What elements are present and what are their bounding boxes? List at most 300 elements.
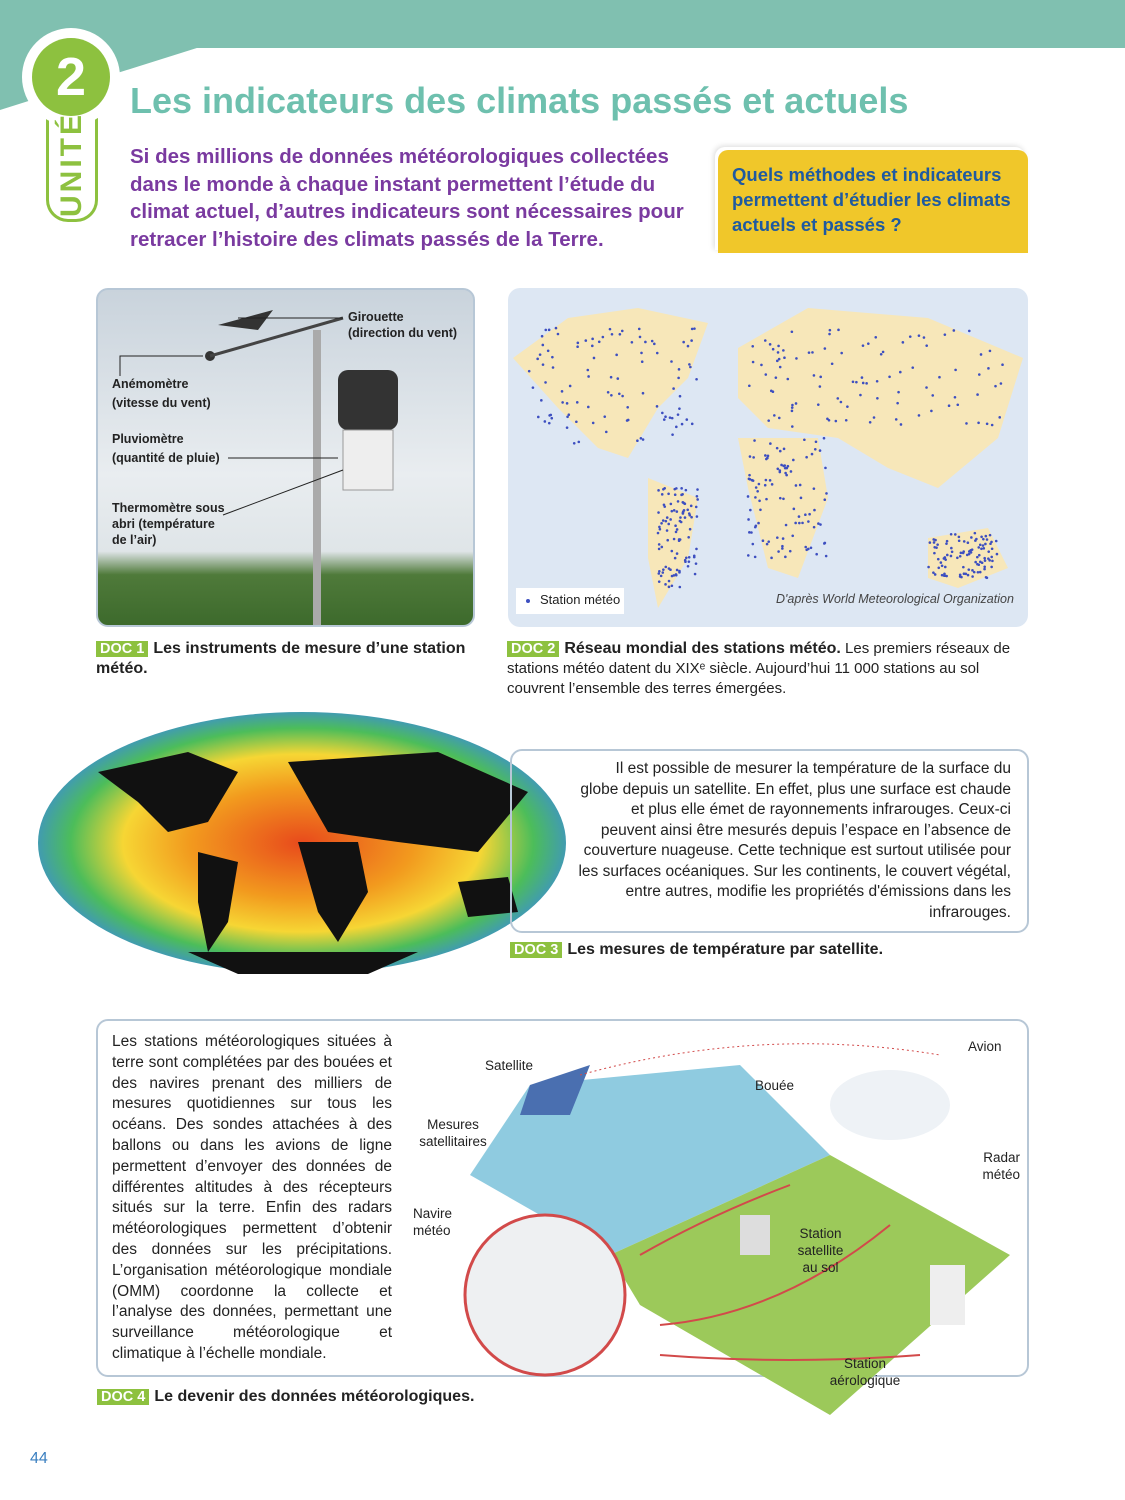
station-dot — [619, 333, 622, 336]
station-dot — [981, 561, 984, 564]
station-dot — [616, 377, 619, 380]
station-dot — [773, 414, 776, 417]
station-dot — [690, 516, 693, 519]
station-dot — [640, 437, 643, 440]
satellite-temperature-map — [38, 712, 566, 974]
station-dot — [974, 532, 977, 535]
station-dot — [592, 422, 595, 425]
station-dot — [930, 410, 933, 413]
station-dot — [680, 521, 683, 524]
doc2-caption: DOC 2 Réseau mondial des stations météo. Les premiers réseaux de stations météo datent du XIXᵉ siècle. Aujourd’hui 11 000 stations au sol couvrent l’ensemble des terres émergées. — [507, 640, 1011, 697]
station-dot — [676, 552, 679, 555]
station-dot — [983, 568, 986, 571]
station-dot — [954, 369, 957, 372]
station-dot — [786, 378, 789, 381]
station-dot — [638, 328, 641, 331]
station-dot — [670, 360, 673, 363]
station-dot — [677, 500, 680, 503]
station-dot — [663, 505, 666, 508]
station-dot — [544, 381, 547, 384]
station-dot — [657, 489, 660, 492]
station-dot — [791, 425, 794, 428]
station-dot — [671, 417, 674, 420]
station-dot — [668, 586, 671, 589]
station-dot — [900, 423, 903, 426]
label-avion: Avion — [968, 1039, 1002, 1054]
station-dot — [577, 441, 580, 444]
station-dot — [771, 483, 774, 486]
station-dot — [927, 566, 930, 569]
station-dot — [984, 543, 987, 546]
station-dot — [996, 553, 999, 556]
station-dot — [658, 548, 661, 551]
station-dot — [807, 520, 810, 523]
station-dot — [770, 390, 773, 393]
station-dot — [784, 556, 787, 559]
station-dot — [986, 422, 989, 425]
station-dot — [678, 571, 681, 574]
station-dot — [990, 566, 993, 569]
station-dot — [747, 518, 750, 521]
station-dot — [950, 533, 953, 536]
station-dot — [532, 386, 535, 389]
station-dot — [666, 539, 669, 542]
station-dot — [779, 366, 782, 369]
station-dot — [959, 555, 962, 558]
station-dot — [755, 486, 758, 489]
station-dot — [669, 416, 672, 419]
station-dot — [817, 522, 820, 525]
station-dot — [685, 489, 688, 492]
station-dot — [542, 344, 545, 347]
station-dot — [987, 367, 990, 370]
station-dot — [813, 509, 816, 512]
station-dot — [684, 559, 687, 562]
doc3-caption: DOC 3 Les mesures de température par satellite. — [510, 940, 883, 960]
station-dot — [888, 375, 891, 378]
station-dot — [756, 490, 759, 493]
station-dot — [749, 509, 752, 512]
station-dot — [561, 390, 564, 393]
station-dot — [962, 550, 965, 553]
station-dot — [977, 421, 980, 424]
station-dot — [767, 419, 770, 422]
station-dot — [943, 573, 946, 576]
station-dot — [895, 418, 898, 421]
station-dot — [657, 511, 660, 514]
station-dot — [808, 351, 811, 354]
station-dot — [925, 344, 928, 347]
station-dot — [991, 560, 994, 563]
station-dot — [767, 540, 770, 543]
station-dot — [689, 528, 692, 531]
unit-number: 2 — [32, 38, 110, 116]
station-dot — [544, 420, 547, 423]
station-dot — [690, 505, 693, 508]
station-dot — [671, 510, 674, 513]
cloud-icon — [830, 1070, 950, 1140]
station-dot — [976, 393, 979, 396]
station-dot — [679, 586, 682, 589]
station-dot — [954, 533, 957, 536]
station-dot — [769, 343, 772, 346]
station-dot — [679, 516, 682, 519]
station-dot — [661, 493, 664, 496]
station-dot — [662, 488, 665, 491]
station-dot — [688, 560, 691, 563]
station-dot — [664, 583, 667, 586]
station-dot — [899, 371, 902, 374]
station-dot — [609, 328, 612, 331]
station-dot — [687, 536, 690, 539]
continents — [38, 712, 566, 974]
aerological-station — [930, 1265, 965, 1325]
station-dot — [958, 536, 961, 539]
station-dot — [960, 552, 963, 555]
station-dot — [605, 431, 608, 434]
station-dot — [978, 554, 981, 557]
station-dot — [747, 495, 750, 498]
station-dot — [748, 478, 751, 481]
station-dot — [804, 513, 807, 516]
station-dot — [977, 546, 980, 549]
station-dot — [836, 397, 839, 400]
station-dot — [657, 532, 660, 535]
station-dot — [953, 329, 956, 332]
station-dot — [660, 575, 663, 578]
station-dot — [982, 547, 985, 550]
station-dot — [668, 567, 671, 570]
station-dot — [960, 576, 963, 579]
station-dot — [767, 455, 770, 458]
station-dot — [757, 522, 760, 525]
station-dot — [938, 376, 941, 379]
station-dot — [661, 412, 664, 415]
station-dot — [983, 565, 986, 568]
station-dot — [561, 401, 564, 404]
station-dot — [680, 487, 683, 490]
station-dot — [976, 556, 979, 559]
station-dot — [540, 399, 543, 402]
station-dot — [695, 548, 698, 551]
station-dot — [859, 394, 862, 397]
station-dot — [547, 349, 550, 352]
station-dot — [934, 573, 937, 576]
doc1-caption: DOC 1 Les instruments de mesure d’une station météo. — [96, 640, 466, 677]
label-radar: Radar météo — [982, 1150, 1020, 1182]
station-dot — [663, 418, 666, 421]
station-dot — [975, 538, 978, 541]
station-dot — [688, 363, 691, 366]
station-dot — [754, 556, 757, 559]
station-dot — [867, 342, 870, 345]
station-dot — [869, 421, 872, 424]
station-dot — [791, 406, 794, 409]
station-dot — [984, 559, 987, 562]
station-dot — [598, 340, 601, 343]
station-dot — [824, 347, 827, 350]
station-dot — [775, 376, 778, 379]
station-dot — [1001, 363, 1004, 366]
station-dot — [576, 401, 579, 404]
station-dot — [552, 366, 555, 369]
station-dot — [642, 392, 645, 395]
station-dot — [752, 361, 755, 364]
station-dot — [840, 401, 843, 404]
station-dot — [951, 550, 954, 553]
station-dot — [661, 571, 664, 574]
station-dot — [671, 575, 674, 578]
station-dot — [659, 528, 662, 531]
station-dot — [795, 357, 798, 360]
station-dot — [865, 382, 868, 385]
station-dot — [777, 351, 780, 354]
station-dot — [778, 417, 781, 420]
station-dot — [777, 550, 780, 553]
station-dot — [823, 437, 826, 440]
station-dot — [991, 424, 994, 427]
station-map — [508, 288, 1028, 627]
station-dot — [671, 433, 674, 436]
label-mesures: Mesures satellitaires — [419, 1117, 487, 1149]
station-dot — [954, 396, 957, 399]
label-bouee: Bouée — [755, 1078, 795, 1093]
station-dot — [764, 484, 767, 487]
station-dot — [862, 382, 865, 385]
station-dot — [689, 366, 692, 369]
station-dot — [982, 538, 985, 541]
station-dot — [958, 539, 961, 542]
label-girouette: Girouette (direction du vent) — [348, 310, 458, 340]
station-dot — [962, 566, 965, 569]
station-dot — [791, 534, 794, 537]
station-dot — [794, 522, 797, 525]
station-dot — [651, 340, 654, 343]
station-dot — [672, 387, 675, 390]
station-dot — [765, 479, 768, 482]
station-dot — [751, 345, 754, 348]
station-dot — [549, 414, 552, 417]
station-dot — [764, 454, 767, 457]
station-dot — [675, 531, 678, 534]
page-title: Les indicateurs des climats passés et actuels — [130, 80, 909, 121]
station-dot — [779, 450, 782, 453]
station-dot — [776, 468, 779, 471]
station-dot — [696, 498, 699, 501]
station-dot — [781, 547, 784, 550]
station-dot — [750, 531, 753, 534]
station-dot — [662, 568, 665, 571]
station-dot — [902, 341, 905, 344]
station-dot — [669, 518, 672, 521]
station-dot — [823, 542, 826, 545]
station-dot — [804, 546, 807, 549]
station-dot — [627, 419, 630, 422]
station-dot — [584, 339, 587, 342]
label-pluviometre: Pluviomètre (quantité de pluie) — [112, 432, 220, 465]
station-dot — [666, 529, 669, 532]
station-dot — [995, 540, 998, 543]
station-dot — [795, 484, 798, 487]
label-anemometre: Anémomètre (vitesse du vent) — [112, 377, 211, 410]
station-dot — [747, 554, 750, 557]
station-dot — [658, 570, 661, 573]
station-dot — [825, 555, 828, 558]
station-dot — [765, 498, 768, 501]
station-dot — [967, 574, 970, 577]
station-dot — [631, 341, 634, 344]
station-dot — [528, 370, 531, 373]
station-dot — [673, 488, 676, 491]
station-dot — [754, 526, 757, 529]
station-dot — [789, 550, 792, 553]
station-dot — [783, 448, 786, 451]
station-dot — [989, 534, 992, 537]
station-dot — [748, 474, 751, 477]
station-dot — [688, 514, 691, 517]
station-dot — [678, 538, 681, 541]
station-dot — [674, 493, 677, 496]
station-dot — [641, 360, 644, 363]
station-dot — [696, 495, 699, 498]
station-dot — [989, 350, 992, 353]
station-dot — [967, 568, 970, 571]
station-dot — [681, 501, 684, 504]
station-dot — [667, 523, 670, 526]
station-dot — [968, 330, 971, 333]
station-dot — [987, 550, 990, 553]
station-dot — [657, 572, 660, 575]
station-dot — [593, 357, 596, 360]
station-dot — [760, 364, 763, 367]
station-dot — [805, 456, 808, 459]
station-dot — [684, 516, 687, 519]
station-dot — [791, 404, 794, 407]
station-dot — [611, 333, 614, 336]
station-dot — [670, 503, 673, 506]
station-dot — [779, 469, 782, 472]
station-dot — [541, 335, 544, 338]
station-dot — [671, 584, 674, 587]
station-dot — [695, 378, 698, 381]
station-dot — [937, 558, 940, 561]
station-dot — [944, 566, 947, 569]
station-dot — [971, 569, 974, 572]
station-dot — [1000, 382, 1003, 385]
station-dot — [568, 413, 571, 416]
station-dot — [811, 351, 814, 354]
data-flow-diagram — [410, 1025, 1030, 1425]
station-dot — [784, 472, 787, 475]
station-dot — [979, 571, 982, 574]
station-dot — [880, 353, 883, 356]
station-dot — [795, 402, 798, 405]
station-dot — [575, 420, 578, 423]
station-dot — [793, 508, 796, 511]
station-dot — [636, 439, 639, 442]
station-dot — [956, 556, 959, 559]
station-dot — [752, 456, 755, 459]
station-dot — [931, 394, 934, 397]
station-dot — [824, 467, 827, 470]
station-dot — [980, 547, 983, 550]
station-dot — [819, 449, 822, 452]
station-dot — [985, 576, 988, 579]
station-dot — [813, 374, 816, 377]
station-dot — [983, 557, 986, 560]
station-dot — [936, 543, 939, 546]
station-dot — [829, 329, 832, 332]
station-dot — [696, 488, 699, 491]
world-map — [508, 288, 1028, 627]
station-dot — [815, 553, 818, 556]
unit-label: UNITÉ — [55, 112, 88, 217]
station-dot — [874, 336, 877, 339]
station-dot — [676, 528, 679, 531]
station-dot — [537, 416, 540, 419]
station-dot — [665, 520, 668, 523]
station-dot — [963, 540, 966, 543]
station-dot — [658, 526, 661, 529]
station-dot — [941, 574, 944, 577]
station-dot — [591, 338, 594, 341]
station-dot — [679, 395, 682, 398]
station-dot — [956, 403, 959, 406]
station-dot — [978, 373, 981, 376]
station-dot — [946, 540, 949, 543]
station-dot — [539, 353, 542, 356]
station-dot — [813, 487, 816, 490]
station-dot — [664, 566, 667, 569]
station-dot — [687, 565, 690, 568]
station-dot — [862, 344, 865, 347]
station-dot — [799, 484, 802, 487]
station-dot — [944, 558, 947, 561]
station-dot — [676, 510, 679, 513]
station-dot — [982, 544, 985, 547]
station-dot — [610, 394, 613, 397]
station-dot — [555, 327, 558, 330]
station-dot — [840, 352, 843, 355]
station-dot — [782, 349, 785, 352]
station-dot — [782, 537, 785, 540]
station-dot — [778, 358, 781, 361]
station-dot — [762, 539, 765, 542]
data-center-icon — [465, 1215, 625, 1375]
station-dot — [780, 464, 783, 467]
station-dot — [687, 345, 690, 348]
station-dot — [783, 464, 786, 467]
station-dot — [610, 376, 613, 379]
station-dot — [690, 339, 693, 342]
station-dot — [933, 546, 936, 549]
station-dot — [977, 563, 980, 566]
station-dot — [674, 524, 677, 527]
station-dot — [685, 418, 688, 421]
station-dot — [566, 402, 569, 405]
station-dot — [680, 494, 683, 497]
station-dot — [971, 548, 974, 551]
station-dot — [693, 556, 696, 559]
station-dot — [965, 422, 968, 425]
station-dot — [945, 542, 948, 545]
station-dot — [855, 381, 858, 384]
station-dot — [990, 556, 993, 559]
station-dot — [781, 545, 784, 548]
station-dot — [674, 557, 677, 560]
station-dot — [810, 546, 813, 549]
station-dot — [660, 522, 663, 525]
